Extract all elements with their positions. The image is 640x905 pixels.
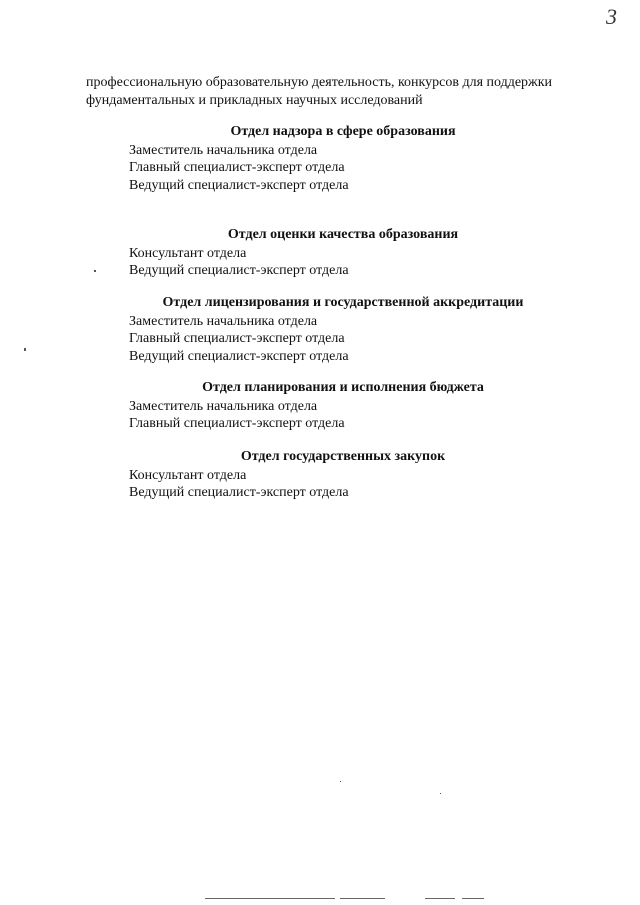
position-list xyxy=(0,398,640,433)
position-item: Ведущий специалист-эксперт отдела xyxy=(129,177,349,193)
scan-line xyxy=(462,898,484,899)
department-section-licensing xyxy=(0,294,640,365)
scan-line xyxy=(340,898,385,899)
scan-speck xyxy=(440,793,441,794)
position-item: Консультант отдела xyxy=(129,245,247,261)
position-item: Ведущий специалист-эксперт отдела xyxy=(129,485,349,500)
scan-speck xyxy=(340,781,341,782)
position-item: Главный специалист-эксперт отдела xyxy=(129,331,345,346)
intro-paragraph xyxy=(86,74,606,110)
department-title: Отдел государственных закупок xyxy=(240,449,446,464)
scan-speck xyxy=(24,348,26,351)
department-title: Отдел оценки качества образования xyxy=(227,227,459,242)
position-item: Ведущий специалист-эксперт отдела xyxy=(129,263,349,278)
position-item: Заместитель начальника отдела xyxy=(129,313,318,329)
position-item: Заместитель начальника отдела xyxy=(129,142,318,158)
department-section-budget xyxy=(0,379,640,433)
scan-line xyxy=(205,898,335,899)
intro-line: профессиональную образовательную деятельность, конкурсов для поддержки xyxy=(86,75,553,90)
position-item: Главный специалист-эксперт отдела xyxy=(129,416,345,431)
position-list xyxy=(0,313,640,366)
intro-line: фундаментальных и прикладных научных исследований xyxy=(86,93,423,108)
position-list xyxy=(0,142,640,195)
position-list xyxy=(0,467,640,502)
position-item: Заместитель начальника отдела xyxy=(129,398,318,414)
position-item: Ведущий специалист-эксперт отдела xyxy=(129,348,349,364)
department-title: Отдел планирования и исполнения бюджета xyxy=(202,380,484,395)
department-section-quality xyxy=(0,226,640,280)
department-section-procurement xyxy=(0,448,640,502)
page-number: 3 xyxy=(606,4,617,29)
position-item: Консультант отдела xyxy=(129,467,247,483)
position-list xyxy=(0,245,640,280)
scan-line xyxy=(425,898,455,899)
department-section-supervision xyxy=(0,123,640,194)
position-item: Главный специалист-эксперт отдела xyxy=(129,160,345,175)
department-title: Отдел надзора в сфере образования xyxy=(230,124,456,139)
department-title: Отдел лицензирования и государственной аккредитации xyxy=(162,295,524,310)
scan-speck xyxy=(94,270,96,272)
